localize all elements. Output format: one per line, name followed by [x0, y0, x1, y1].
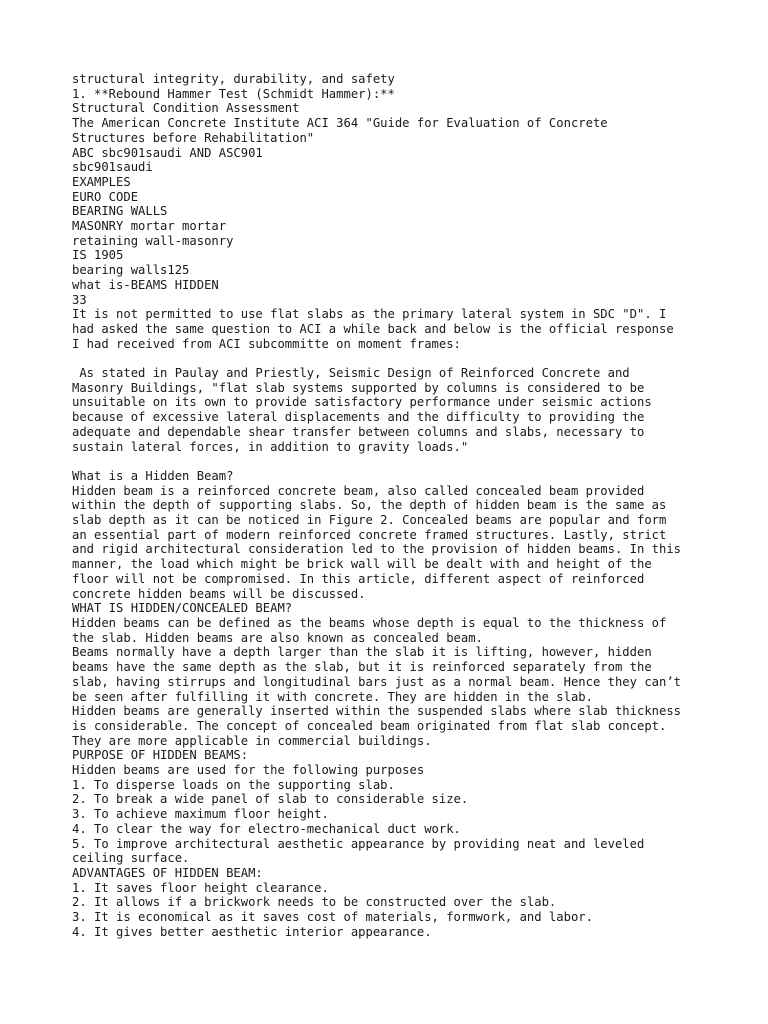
text-line: Hidden beams are used for the following purposes [72, 763, 425, 778]
text-line: sbc901saudi [72, 160, 153, 175]
text-line: 2. It allows if a brickwork needs to be constructed over the slab. [72, 895, 557, 910]
text-line: ADVANTAGES OF HIDDEN BEAM: [72, 865, 263, 880]
blank-line [72, 351, 722, 366]
text-line: IS 1905 [72, 248, 124, 263]
text-line: 2. To break a wide panel of slab to considerable size. [72, 792, 469, 807]
text-line: 4. To clear the way for electro-mechanical duct work. [72, 821, 461, 836]
text-line: beams have the same depth as the slab, but it is reinforced separately from the [72, 660, 652, 675]
text-line: Hidden beams are generally inserted within the suspended slabs where slab thickness [72, 704, 682, 719]
text-line: 1. To disperse loads on the supporting slab. [72, 777, 395, 792]
text-line: sustain lateral forces, in addition to gravity loads." [72, 439, 469, 454]
text-line: structural integrity, durability, and safety [72, 72, 395, 86]
text-line: The American Concrete Institute ACI 364 "Guide for Evaluation of Concrete [72, 116, 608, 131]
document-page [72, 72, 722, 939]
text-line: slab depth as it can be noticed in Figure 2. Concealed beams are popular and form [72, 513, 667, 528]
text-line: floor will not be compromised. In this article, different aspect of reinforced [72, 571, 645, 586]
text-line: EXAMPLES [72, 174, 131, 189]
text-line: MASONRY mortar mortar [72, 219, 227, 234]
text-line: slab, having stirrups and longitudinal bars just as a normal beam. Hence they can’t [72, 674, 682, 689]
text-line: 4. It gives better aesthetic interior appearance. [72, 924, 432, 939]
text-line: within the depth of supporting slabs. So, the depth of hidden beam is the same as [72, 498, 667, 513]
text-line: had asked the same question to ACI a while back and below is the official response [72, 321, 674, 336]
text-line: Beams normally have a depth larger than the slab it is lifting, however, hidden [72, 645, 652, 660]
text-line: retaining wall-masonry [72, 233, 234, 248]
text-line: be seen after fulfilling it with concrete. They are hidden in the slab. [72, 689, 593, 704]
text-line: 5. To improve architectural aesthetic appearance by providing neat and leveled [72, 836, 645, 851]
text-line: Structural Condition Assessment [72, 101, 300, 116]
text-line: They are more applicable in commercial buildings. [72, 733, 432, 748]
text-line: manner, the load which might be brick wall will be dealt with and height of the [72, 557, 652, 572]
text-line: is considerable. The concept of concealed beam originated from flat slab concept. [72, 718, 667, 733]
text-line: ceiling surface. [72, 851, 190, 866]
text-line: Masonry Buildings, "flat slab systems supported by columns is considered to be [72, 380, 645, 395]
text-line: and rigid architectural consideration led to the provision of hidden beams. In this [72, 542, 682, 557]
text-line: 1. **Rebound Hammer Test (Schmidt Hammer):** [72, 86, 395, 101]
text-line: the slab. Hidden beams are also known as concealed beam. [72, 630, 483, 645]
text-line: 1. It saves floor height clearance. [72, 880, 329, 895]
text-line: an essential part of modern reinforced concrete framed structures. Lastly, strict [72, 527, 667, 542]
text-line: 3. To achieve maximum floor height. [72, 807, 329, 822]
text-line: 3. It is economical as it saves cost of materials, formwork, and labor. [72, 910, 593, 925]
text-line: BEARING WALLS [72, 204, 168, 219]
text-line: 33 [72, 292, 87, 307]
text-line: adequate and dependable shear transfer between columns and slabs, necessary to [72, 424, 645, 439]
text-line: bearing walls125 [72, 263, 190, 278]
text-line: Structures before Rehabilitation" [72, 130, 315, 145]
text-line: Hidden beam is a reinforced concrete beam, also called concealed beam provided [72, 483, 645, 498]
text-line: PURPOSE OF HIDDEN BEAMS: [72, 748, 249, 763]
text-line: EURO CODE [72, 189, 139, 204]
text-line: unsuitable on its own to provide satisfactory performance under seismic actions [72, 395, 652, 410]
text-line: concrete hidden beams will be discussed. [72, 586, 366, 601]
text-line: I had received from ACI subcommitte on moment frames: [72, 336, 461, 351]
text-line: WHAT IS HIDDEN/CONCEALED BEAM? [72, 601, 293, 616]
text-line: Hidden beams can be defined as the beams whose depth is equal to the thickness of [72, 615, 667, 630]
text-line: What is a Hidden Beam? [72, 468, 234, 483]
text-line: ABC sbc901saudi AND ASC901 [72, 145, 263, 160]
blank-line [72, 454, 722, 469]
text-line: As stated in Paulay and Priestly, Seismic Design of Reinforced Concrete and [72, 366, 630, 381]
text-line: because of excessive lateral displacements and the difficulty to providing the [72, 410, 645, 425]
text-line: what is-BEAMS HIDDEN [72, 277, 219, 292]
text-line: It is not permitted to use flat slabs as the primary lateral system in SDC "D". I [72, 307, 667, 322]
